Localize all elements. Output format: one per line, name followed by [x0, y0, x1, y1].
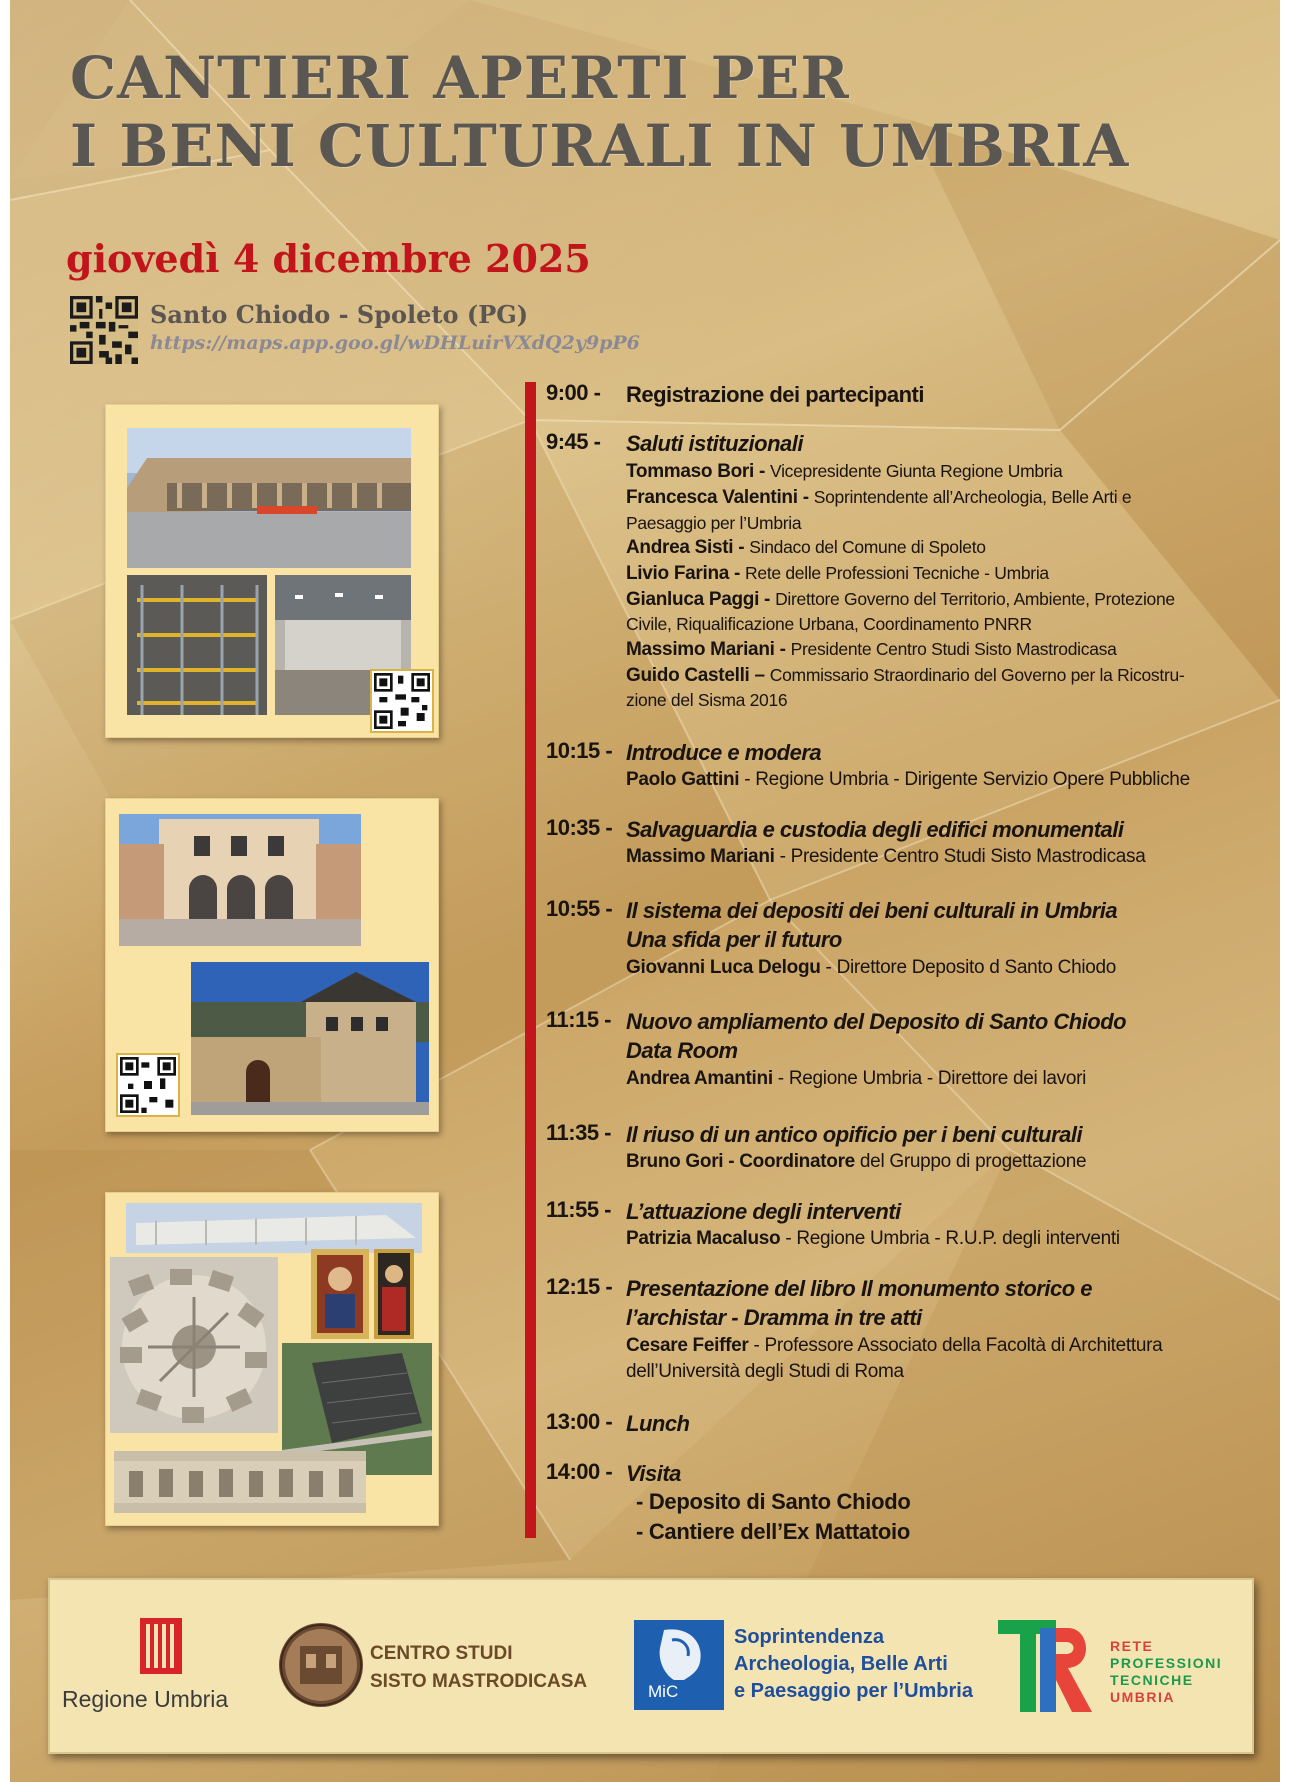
schedule-topic: L’attuazione degli interventi	[626, 1199, 901, 1224]
schedule-topic: Il sistema dei depositi dei beni culturali in Umbria	[626, 898, 1118, 923]
schedule-topic-line-2: Data Room	[626, 1038, 738, 1063]
speaker-line	[626, 767, 1276, 792]
schedule-time: 11:55 -	[546, 1197, 611, 1222]
schedule-topic: Presentazione del libro Il monumento storico e	[626, 1276, 1092, 1301]
speaker-separator: -	[733, 537, 750, 558]
qr-code-icon	[120, 1057, 176, 1113]
opificio-qr-code[interactable]	[116, 1053, 180, 1117]
visit-item: - Deposito di Santo Chiodo	[636, 1489, 911, 1514]
speaker-name: Giovanni Luca Delogu	[626, 957, 821, 978]
schedule-topic-line-2: Una sfida per il futuro	[626, 927, 842, 952]
speaker-role: - Regione Umbria - R.U.P. degli interventi	[780, 1228, 1120, 1249]
speaker-separator: -	[729, 563, 746, 584]
speaker-line	[626, 612, 1276, 637]
speaker-name: Massimo Mariani	[626, 846, 775, 867]
photo-painting-2	[374, 1249, 414, 1339]
speaker-role: Sindaco del Comune di Spoleto	[749, 537, 986, 557]
photo-stone-frieze	[114, 1451, 366, 1513]
schedule-topic: Salvaguardia e custodia degli edifici monumentali	[626, 817, 1124, 842]
title-line-1: CANTIERI APERTI PER	[70, 44, 850, 112]
speaker-line	[626, 688, 1276, 713]
speaker-separator: –	[749, 665, 770, 686]
speaker-role: zione del Sisma 2016	[626, 690, 788, 710]
photo-painting-1	[311, 1249, 369, 1339]
speaker-role: Presidente Centro Studi Sisto Mastrodicasa	[790, 639, 1117, 659]
schedule-time: 12:15 -	[546, 1274, 613, 1299]
soprintendenza-line-3: e Paesaggio per l’Umbria	[734, 1680, 973, 1702]
soprintendenza-label	[734, 1624, 973, 1705]
speaker-role: Civile, Riqualificazione Urbana, Coordinamento PNRR	[626, 614, 1032, 634]
schedule-time: 14:00 -	[546, 1459, 613, 1484]
schedule-time: 9:00 -	[546, 380, 601, 405]
speaker-name: Bruno Gori - Coordinatore	[626, 1151, 855, 1172]
speaker-line	[626, 1333, 1276, 1358]
rete-professioni-tr-logo-icon	[998, 1620, 1102, 1712]
schedule-time: 13:00 -	[546, 1409, 613, 1434]
photo-deposito-shelving	[127, 575, 267, 715]
rete-line-3: TECNICHE	[1110, 1672, 1194, 1688]
sponsors-footer	[48, 1578, 1254, 1754]
photo-opificio-exterior	[191, 962, 429, 1115]
speaker-line	[626, 1066, 1276, 1091]
soprintendenza-line-2: Archeologia, Belle Arti	[734, 1653, 948, 1675]
photo-rose-window-fragments	[110, 1257, 278, 1433]
schedule-topic: Lunch	[626, 1411, 690, 1436]
speaker-name: Andrea Sisti	[626, 537, 734, 558]
speaker-line	[626, 844, 1276, 869]
location-name: Santo Chiodo - Spoleto (PG)	[150, 300, 529, 329]
schedule-time: 10:15 -	[546, 738, 613, 763]
speaker-role: Vicepresidente Giunta Regione Umbria	[770, 461, 1063, 481]
speaker-name: Francesca Valentini	[626, 487, 798, 508]
schedule-time: 10:55 -	[546, 896, 613, 921]
speaker-line	[626, 637, 1276, 662]
centro-studi-line-2: SISTO MASTRODICASA	[370, 1671, 588, 1692]
schedule-time: 9:45 -	[546, 429, 601, 454]
regione-umbria-emblem-icon	[140, 1618, 182, 1674]
speaker-separator: -	[754, 461, 771, 482]
photo-panel-deposito	[105, 404, 439, 738]
speaker-role: - Professore Associato della Facoltà di Architettura	[748, 1335, 1163, 1356]
rete-professioni-label	[1110, 1638, 1222, 1706]
photo-courtyard	[119, 814, 361, 946]
photo-panel-collage	[105, 1192, 439, 1526]
speaker-line	[626, 1359, 1276, 1384]
speaker-line	[626, 561, 1276, 586]
speaker-name: Tommaso Bori	[626, 461, 755, 482]
schedule-time: 10:35 -	[546, 815, 613, 840]
schedule-topic: Visita	[626, 1461, 681, 1486]
speaker-line	[626, 1149, 1276, 1174]
centro-studi-label	[370, 1640, 587, 1696]
speaker-name: Paolo Gattini	[626, 769, 740, 790]
rete-line-1: RETE	[1110, 1638, 1154, 1654]
soprintendenza-line-1: Soprintendenza	[734, 1626, 885, 1648]
rete-line-4: UMBRIA	[1110, 1689, 1175, 1705]
centro-studi-seal-icon	[278, 1622, 364, 1708]
speaker-name: Cesare Feiffer	[626, 1335, 749, 1356]
photo-new-building	[126, 1203, 422, 1253]
timeline-bar	[525, 382, 536, 1538]
centro-studi-line-1: CENTRO STUDI	[370, 1643, 513, 1664]
speaker-role: - Regione Umbria - Direttore dei lavori	[772, 1068, 1087, 1089]
rete-line-2: PROFESSIONI	[1110, 1655, 1223, 1671]
speaker-line	[626, 535, 1276, 560]
speaker-line	[626, 459, 1276, 484]
event-date: giovedì 4 dicembre 2025	[66, 236, 591, 281]
photo-deposito-exterior	[127, 428, 411, 568]
speaker-line	[626, 1226, 1276, 1251]
speaker-line	[626, 511, 1276, 536]
speaker-role: Direttore Governo del Territorio, Ambiente, Protezione	[775, 589, 1175, 609]
speaker-separator: -	[774, 639, 791, 660]
speaker-name: Guido Castelli	[626, 665, 750, 686]
speaker-line	[626, 587, 1276, 612]
speaker-name: Gianluca Paggi	[626, 589, 760, 610]
speaker-separator: -	[797, 487, 814, 508]
location-qr-code[interactable]	[70, 296, 138, 364]
deposito-qr-code[interactable]	[370, 669, 434, 733]
speaker-role: Paesaggio per l’Umbria	[626, 513, 802, 533]
visit-item: - Cantiere dell’Ex Mattatoio	[636, 1519, 910, 1544]
speaker-role: Soprintendente all’Archeologia, Belle Arti e	[813, 487, 1132, 507]
speaker-name: Patrizia Macaluso	[626, 1228, 781, 1249]
mic-logo	[634, 1620, 724, 1710]
schedule-topic: Introduce e modera	[626, 740, 822, 765]
schedule-topic: Saluti istituzionali	[626, 431, 804, 456]
schedule-time: 11:35 -	[546, 1120, 611, 1145]
schedule-topic-line-2: l’archistar - Dramma in tre atti	[626, 1305, 922, 1330]
schedule-topic: Nuovo ampliamento del Deposito di Santo Chiodo	[626, 1009, 1127, 1034]
schedule-time: 11:15 -	[546, 1007, 611, 1032]
poster	[10, 0, 1280, 1782]
schedule-topic: Il riuso di un antico opificio per i beni culturali	[626, 1122, 1083, 1147]
regione-umbria-label: Regione Umbria	[62, 1686, 229, 1712]
speaker-role: dell’Università degli Studi di Roma	[626, 1361, 904, 1382]
photo-panel-opificio	[105, 798, 439, 1132]
speaker-role: del Gruppo di progettazione	[854, 1151, 1087, 1172]
speaker-role: Commissario Straordinario del Governo per la Ricostru-	[769, 665, 1185, 685]
speaker-role: - Presidente Centro Studi Sisto Mastrodicasa	[774, 846, 1146, 867]
location-map-link[interactable]: https://maps.app.goo.gl/wDHLuirVXdQ2y9pP6	[150, 332, 640, 354]
speaker-name: Massimo Mariani	[626, 639, 775, 660]
speaker-role: Rete delle Professioni Tecniche - Umbria	[745, 563, 1049, 583]
qr-code-icon	[374, 673, 430, 729]
schedule-topic: Registrazione dei partecipanti	[626, 382, 924, 407]
speaker-name: Livio Farina	[626, 563, 730, 584]
speaker-line	[626, 485, 1276, 510]
mic-badge-text: MiC	[648, 1682, 679, 1701]
speaker-name: Andrea Amantini	[626, 1068, 773, 1089]
speaker-separator: -	[759, 589, 776, 610]
poster-title	[70, 44, 1220, 180]
speaker-line	[626, 955, 1276, 980]
title-line-2: I BENI CULTURALI IN UMBRIA	[70, 112, 1130, 180]
speaker-role: - Direttore Deposito d Santo Chiodo	[820, 957, 1117, 978]
speaker-role: - Regione Umbria - Dirigente Servizio Opere Pubbliche	[739, 769, 1190, 790]
speaker-line	[626, 663, 1276, 688]
